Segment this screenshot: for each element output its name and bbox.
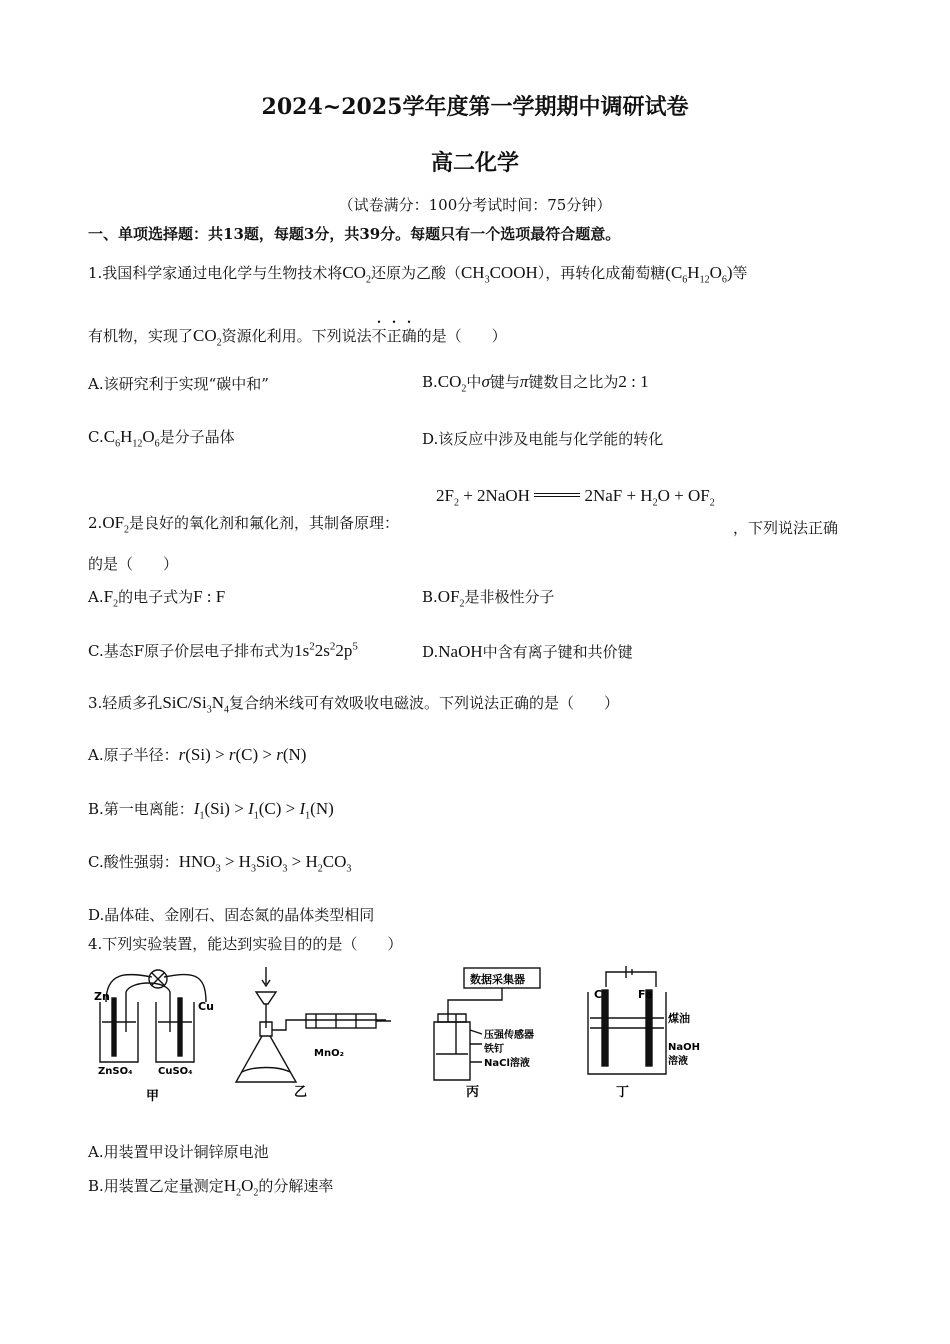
q2-option-c: C.基态F原子价层电子排布式为$1s^22s^22p^5$ [88,640,358,660]
apparatus-ding [588,966,666,1074]
label-ding: 丁 [616,1085,630,1100]
q2-stem-line1: $2.OF_2$是良好的氧化剂和氟化剂，其制备原理： [88,513,400,536]
section-heading: 一、单项选择题：共13题，每题3分，共39分。每题只有一个选项最符合题意。 [88,225,621,243]
label-sensor: 压强传感器 [484,1030,534,1041]
label-zn: Zn [94,990,110,1003]
subject-title: 高二化学 [430,150,519,176]
q2-option-a: $A.F_2$的电子式为F : F [88,587,226,610]
q1-stem-line1: 1.我国科学家通过电化学与生物技术将$CO_2$还原为乙酸$(CH_3COOH)$，再转化成葡萄糖$(C_6H_{12}O_6)$等 [88,263,748,286]
q4-option-a: A.用装置甲设计铜锌原电池 [88,1143,269,1161]
label-c: C [594,988,603,1001]
q2-equation: $2F_2$ + 2NaOH $2NaF + H_2O + OF_2$ [436,486,715,509]
q2-option-d: D.NaOH中含有离子键和共价键 [422,642,633,661]
q3-option-d: D.晶体硅、金刚石、固态氮的晶体类型相同 [88,906,375,924]
q4-option-b: B.用装置乙定量测定$H_2O_2$的分解速率 [88,1176,334,1199]
label-nail: 铁钉 [484,1044,504,1055]
equation-equals-sign [534,493,580,497]
label-nacl: NaCl溶液 [484,1058,530,1069]
q3-option-c: C.酸性强弱：$HNO_3 > H_3SiO_3 > H_2CO_3$ [88,852,352,875]
q2-stem-line2: 的是（ ） [88,555,179,573]
exam-note: （试卷满分：100分考试时间：75分钟） [338,196,612,214]
label-collector: 数据采集器 [470,973,525,986]
label-naoh: NaOH [668,1042,700,1053]
q1-option-c: $C.C_6H_{12}O_6$是分子晶体 [88,427,235,450]
q2-option-b: $B.OF_2$是非极性分子 [422,587,555,610]
q1-option-b: $B.CO_2$中σ键与π键数目之比为2 : 1 [422,372,649,395]
label-znso4: ZnSO₄ [98,1066,133,1077]
q1-option-a: A.该研究利于实现“碳中和” [88,375,269,393]
q3-option-b: B.第一电离能：$I_1(Si) > I_1(C) > I_1(N)$ [88,799,334,822]
emphasis-not-correct: 不正确 [371,327,417,345]
exam-title: 2024~2025学年度第一学期期中调研试卷 [261,94,689,120]
label-bing: 丙 [466,1085,480,1100]
q3-option-a: A.原子半径：r(Si) > r(C) > r(N) [88,745,307,764]
label-mno2: MnO₂ [314,1048,344,1059]
q4-stem: 4.下列实验装置，能达到实验目的的是（ ） [88,935,403,953]
q1-stem-line2: 有机物，实现了$CO_2$资源化利用。下列说法不正确的是（ ） [88,326,507,349]
label-kerosene: 煤油 [668,1012,690,1025]
label-yi: 乙 [294,1085,308,1100]
label-cuso4: CuSO₄ [158,1066,193,1077]
q3-stem: 3.轻质多孔SiC/$Si_3N_4$复合纳米线可有效吸收电磁波。下列说法正确的是（ ） [88,693,620,716]
label-jia: 甲 [146,1089,160,1104]
apparatus-yi [236,967,391,1082]
q2-stem-tail: ，下列说法正确 [733,519,839,537]
apparatus-jia [100,970,206,1062]
label-fe: Fe [638,988,653,1001]
label-cu: Cu [198,1000,214,1013]
label-solution: 溶液 [668,1056,688,1067]
q1-option-d: D.该反应中涉及电能与化学能的转化 [422,430,664,448]
q4-apparatus-figure [86,962,746,1112]
